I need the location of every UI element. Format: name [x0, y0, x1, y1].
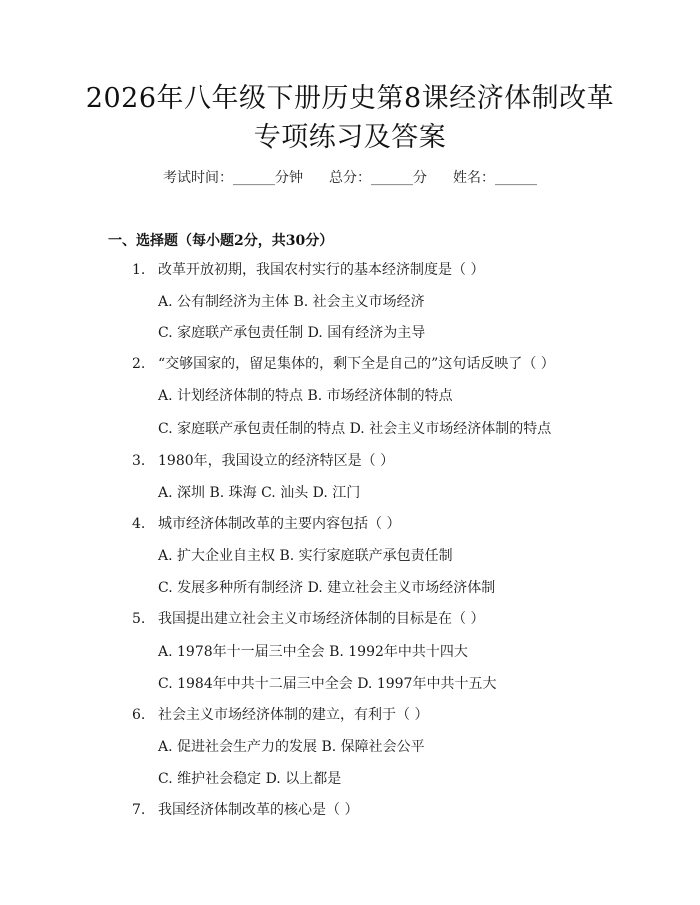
question-number: 5. [132, 611, 146, 627]
question-options: A. 1978年十一届三中全会 B. 1992年中共十四大 [158, 644, 468, 660]
exam-time-label: 考试时间：______分钟 [163, 170, 303, 186]
section-heading: 一、选择题（每小题2分，共30分） [108, 233, 334, 249]
question-text: 改革开放初期，我国农村实行的基本经济制度是（ ） [158, 262, 485, 278]
question-options: A. 扩大企业自主权 B. 实行家庭联产承包责任制 [158, 548, 453, 564]
question-options: A. 公有制经济为主体 B. 社会主义市场经济 [158, 294, 425, 310]
question-text: 我国提出建立社会主义市场经济体制的目标是在（ ） [158, 611, 485, 627]
page-title-line-1: 2026年八年级下册历史第8课经济体制改革 [85, 83, 615, 114]
question-item [132, 609, 484, 629]
student-name-label: 姓名：______ [453, 170, 537, 186]
question-options: A. 促进社会生产力的发展 B. 保障社会公平 [158, 739, 425, 755]
question-options: C. 发展多种所有制经济 D. 建立社会主义市场经济体制 [158, 580, 496, 596]
total-score-label: 总分：______分 [329, 170, 427, 186]
question-number: 3. [132, 453, 146, 469]
question-number: 2. [132, 356, 146, 372]
question-item [132, 354, 555, 374]
question-text: 我国经济体制改革的核心是（ ） [158, 802, 359, 818]
question-item [132, 514, 400, 534]
question-options: C. 家庭联产承包责任制 D. 国有经济为主导 [158, 325, 426, 341]
question-number: 7. [132, 802, 146, 818]
question-text: 1980年，我国设立的经济特区是（ ） [158, 453, 395, 469]
question-options: A. 计划经济体制的特点 B. 市场经济体制的特点 [158, 388, 453, 404]
question-number: 6. [132, 707, 146, 723]
question-options: C. 家庭联产承包责任制的特点 D. 社会主义市场经济体制的特点 [158, 421, 552, 437]
question-options: C. 维护社会稳定 D. 以上都是 [158, 771, 342, 787]
question-text: 城市经济体制改革的主要内容包括（ ） [158, 516, 401, 532]
question-options: C. 1984年中共十二届三中全会 D. 1997年中共十五大 [158, 676, 497, 692]
question-number: 4. [132, 516, 146, 532]
question-item [132, 451, 394, 471]
question-text: “交够国家的，留足集体的，剩下全是自己的”这句话反映了（ ） [158, 356, 555, 372]
question-number: 1. [132, 262, 146, 278]
question-item [132, 800, 358, 820]
question-text: 社会主义市场经济体制的建立，有利于（ ） [158, 707, 429, 723]
page-title-line-2: 专项练习及答案 [253, 122, 447, 153]
exam-meta [0, 168, 700, 188]
question-item [132, 705, 428, 725]
question-item [132, 260, 484, 280]
question-options: A. 深圳 B. 珠海 C. 汕头 D. 江门 [158, 485, 361, 501]
